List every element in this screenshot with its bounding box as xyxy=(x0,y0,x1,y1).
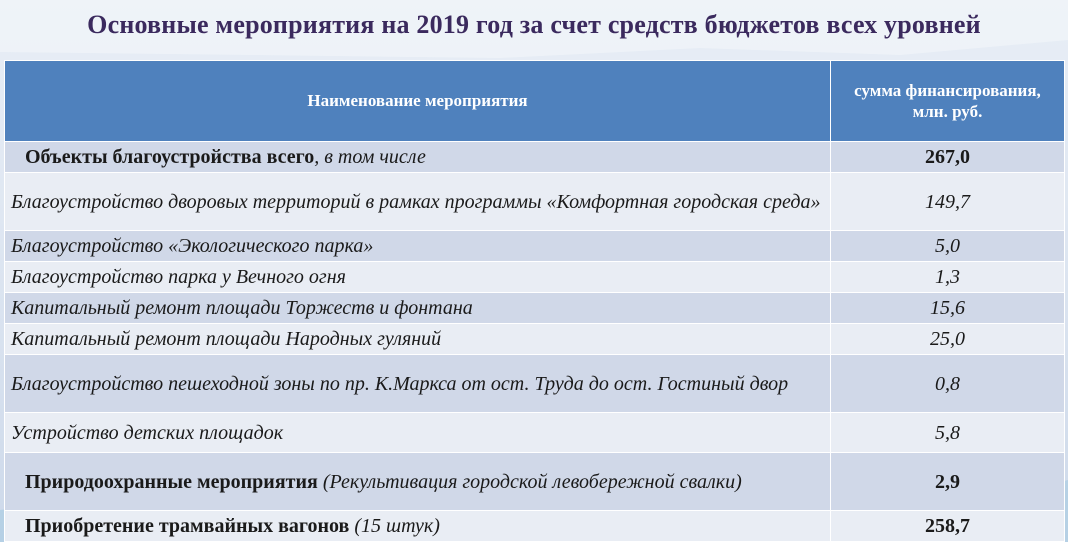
table-row xyxy=(5,324,1065,355)
row-value: 2,9 xyxy=(831,453,1065,511)
row-name: Устройство детских площадок xyxy=(5,413,831,453)
table-row xyxy=(5,413,1065,453)
row-value: 149,7 xyxy=(831,173,1065,231)
row-value: 5,0 xyxy=(831,231,1065,262)
page-title: Основные мероприятия на 2019 год за счет средств бюджетов всех уровней xyxy=(87,10,981,39)
funding-table xyxy=(4,60,1065,542)
table-row xyxy=(5,231,1065,262)
row-name: Благоустройство пешеходной зоны по пр. К.Маркса от ост. Труда до ост. Гостиный двор xyxy=(5,355,831,413)
table-header-row xyxy=(5,61,1065,142)
row-name-italic: , в том числе xyxy=(314,146,426,168)
row-name-bold: Объекты благоустройства всего xyxy=(25,146,315,168)
row-name xyxy=(5,142,831,173)
row-name xyxy=(5,511,831,542)
row-name-italic: (Рекультивация городской левобережной свалки) xyxy=(317,470,742,493)
row-value: 25,0 xyxy=(831,324,1065,355)
header-name: Наименование мероприятия xyxy=(5,61,831,142)
table-row xyxy=(5,453,1065,511)
row-name: Капитальный ремонт площади Торжеств и фонтана xyxy=(5,293,831,324)
row-name xyxy=(5,453,831,511)
row-name-bold: Приобретение трамвайных вагонов xyxy=(25,515,350,537)
header-amount: сумма финансирования, млн. руб. xyxy=(831,61,1065,142)
table-row xyxy=(5,262,1065,293)
row-value: 267,0 xyxy=(831,142,1065,173)
row-name: Благоустройство «Экологического парка» xyxy=(5,231,831,262)
table-row xyxy=(5,173,1065,231)
table-row xyxy=(5,511,1065,542)
row-value: 258,7 xyxy=(831,511,1065,542)
table-row xyxy=(5,293,1065,324)
table-row xyxy=(5,355,1065,413)
row-name: Благоустройство парка у Вечного огня xyxy=(5,262,831,293)
row-value: 15,6 xyxy=(831,293,1065,324)
row-name: Благоустройство дворовых территорий в рамках программы «Комфортная городская среда» xyxy=(5,173,831,231)
row-value: 0,8 xyxy=(831,355,1065,413)
row-name-italic: (15 штук) xyxy=(349,515,440,537)
table-row xyxy=(5,142,1065,173)
row-name: Капитальный ремонт площади Народных гуляний xyxy=(5,324,831,355)
row-value: 5,8 xyxy=(831,413,1065,453)
row-name-bold: Природоохранные мероприятия xyxy=(25,470,318,493)
row-value: 1,3 xyxy=(831,262,1065,293)
